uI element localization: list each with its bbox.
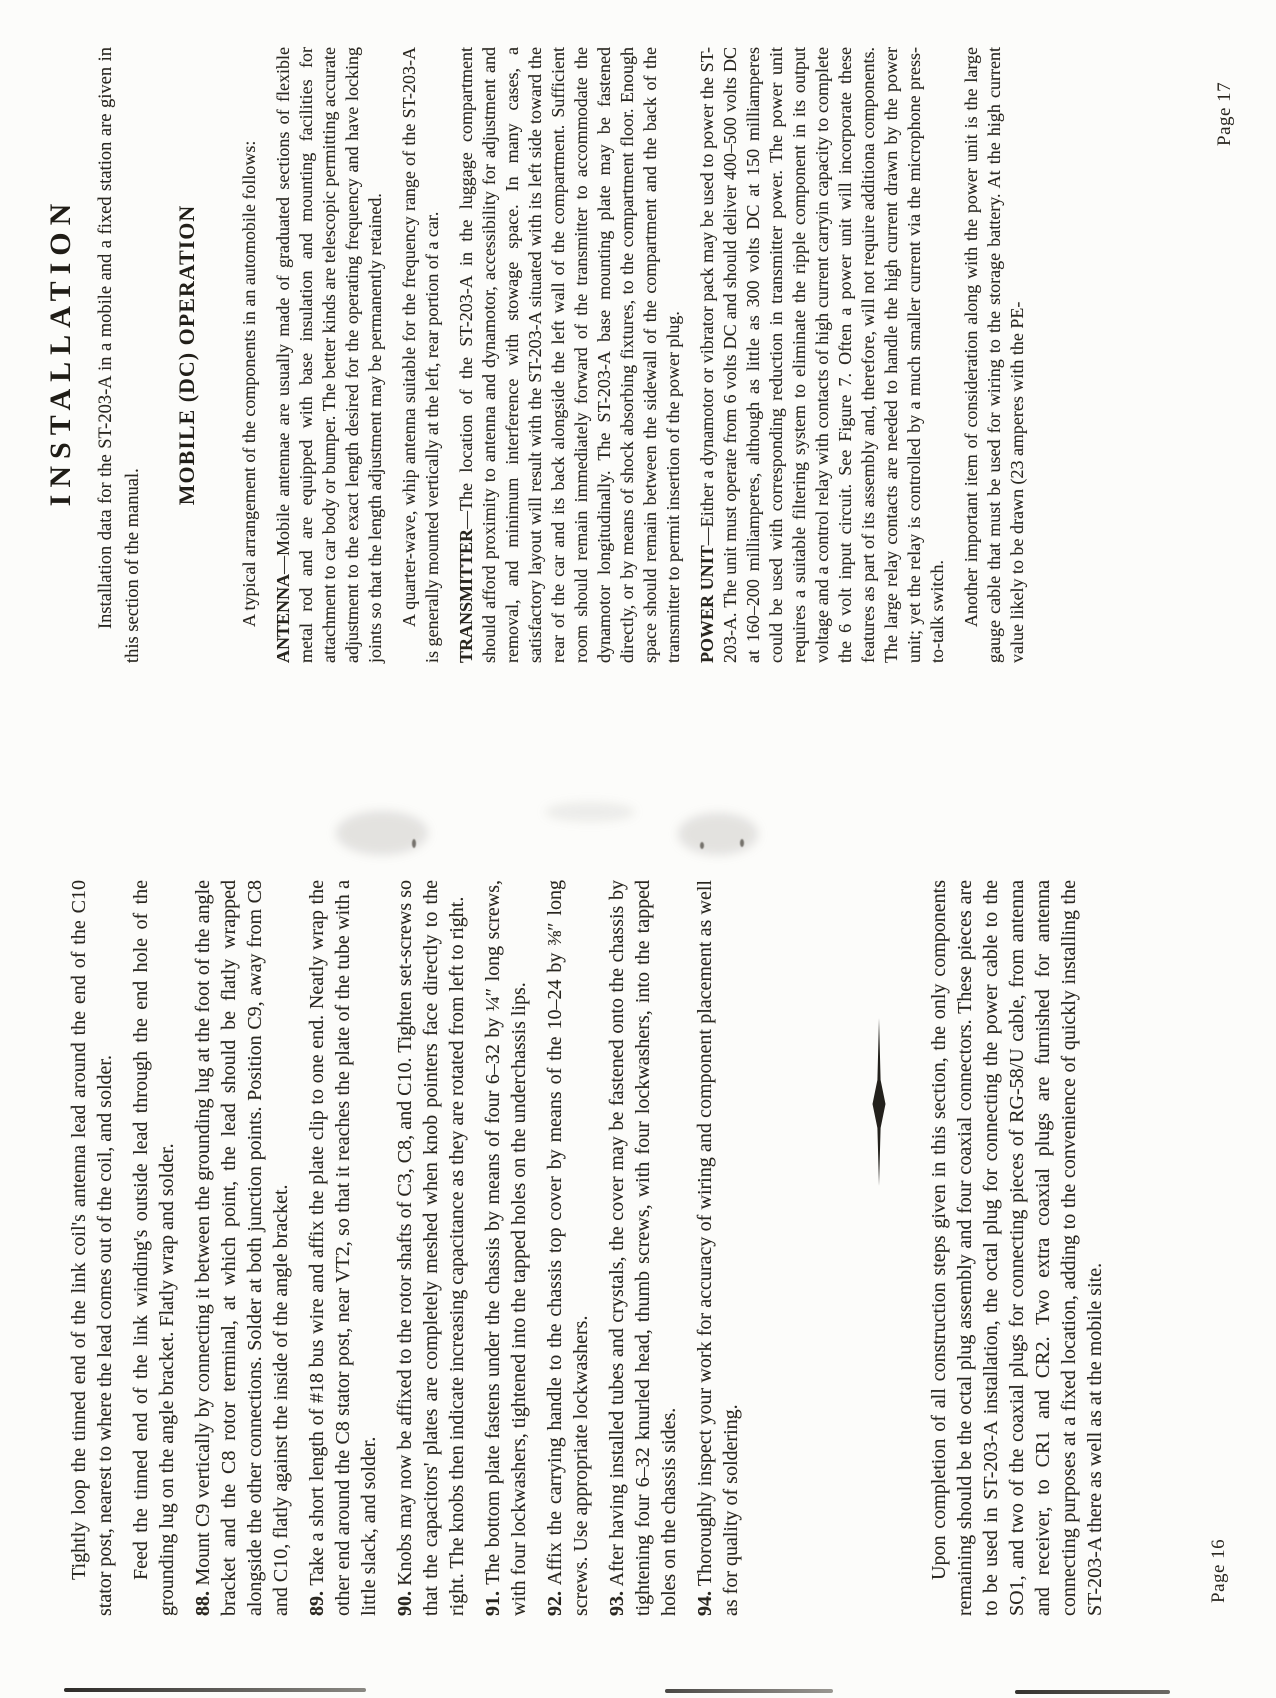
- paragraph-text: A quarter-wave, whip antenna suitable for the frequency range of the ST-203-A is generally mounted vertically at the left, rear portion of a car.: [399, 47, 442, 663]
- page17-power-unit-paragraph: [696, 47, 949, 663]
- step-number: 94.: [694, 1591, 716, 1616]
- scan-speck: [700, 842, 704, 849]
- page17-transmitter-paragraph: [455, 47, 685, 663]
- page16-step-93: [604, 880, 682, 1616]
- page-17-body: [238, 47, 1029, 663]
- paragraph-text: —The location of the ST-203-A in the luggage compartment should afford proximity to antenna and dynamotor, accessibility for adjustment and removal, and minimum interference with stowage space. In many cases, a satisfactory layout will result with the ST-203-A situated with its left side toward the rear of the car and its back alongside the left wall of the compartment. Sufficient room should remain immediately forward of the transmitter to accommodate the dynamotor longitudinally. The ST-203-A base mounting plate may be fastened directly, or by means of shock absorbing fixtures, to the compartment floor. Enough space should remain between the sidewall of the compartment and the back of the transmitter to permit insertion of the power plug.: [456, 47, 683, 663]
- page16-step-92: [542, 880, 594, 1616]
- step-number: 93.: [606, 1591, 628, 1616]
- scan-smudge: [336, 811, 428, 855]
- page16-step-91: [480, 880, 532, 1616]
- page16-paragraph: [66, 880, 118, 1616]
- page17-paragraph: [398, 47, 444, 663]
- step-number: 88.: [192, 1591, 214, 1616]
- step-number: 90.: [394, 1591, 416, 1616]
- page17-antenna-paragraph: [272, 47, 387, 663]
- scan-smudge: [678, 813, 758, 855]
- page17-intro-paragraph: Installation data for the ST-203-A in a mobile and a fixed station are given in this section of the manual.: [96, 47, 143, 663]
- page16-step-89: [304, 880, 382, 1616]
- scan-edge-mark: [665, 1689, 833, 1693]
- page17-paragraph: [238, 47, 261, 663]
- paragraph-text: Another important item of consideration along with the power unit is the large gauge cable that must be used for wiring to the storage battery. At the high current value likely to be drawn (23 amperes with the PE-: [961, 47, 1027, 663]
- page16-closing-paragraph: Upon completion of all construction steps given in this section, the only components remaining should be the octal plug assembly and four coaxial connectors. These pieces are to be used in ST-203-A installation, the octal plug for connecting the power cable to the SO1, and two of the coaxial plugs for connecting pieces of RG-58/U cable, from antenna and receiver, to CR1 and CR2. Two extra coaxial plugs are furnished for antenna connecting purposes at a fixed location, adding to the convenience of quickly installing the ST-203-A there as well as at the mobile site.: [928, 880, 1106, 1616]
- power-unit-lead: POWER UNIT: [697, 545, 717, 663]
- step-number: 89.: [306, 1591, 328, 1616]
- paragraph-text: Tightly loop the tinned end of the link coil's antenna lead around the end of the C10 stator post, nearest to where the lead comes out of the coil, and solder.: [68, 880, 116, 1616]
- scan-speck: [740, 839, 744, 847]
- installation-title: INSTALLATION: [44, 196, 77, 507]
- swelled-rule-divider-icon: [872, 1018, 886, 1186]
- step-number: 92.: [544, 1591, 566, 1616]
- step-text: After having installed tubes and crystals, the cover may be fastened onto the chassis by tightening four 6–32 knurled head, thumb screws, with four lockwashers, into the tapped holes on the chassis sides.: [606, 880, 680, 1616]
- transmitter-lead: TRANSMITTER: [456, 528, 476, 663]
- scan-speck: [412, 839, 416, 848]
- paragraph-text: —Either a dynamotor or vibrator pack may be used to power the ST-203-A. The unit must operate from 6 volts DC and should deliver 400–500 volts DC at 160–200 milliamperes, although as little as 300 volts DC at 150 milliamperes could be used with corresponding reduction in transmitter power. The power unit requires a suitable filtering system to eliminate the ripple component in its output voltage and a control relay with contacts of high current carryin capacity to complete the 6 volt input circuit. See Figure 7. Often a power unit will incorporate these features as part of its assembly and, therefore, will not require additiona components. The large relay contacts are needed to handle the high current drawn by the power unit; yet the relay is controlled by a much smaller current via the microphone press-to-talk switch.: [697, 47, 947, 663]
- mobile-dc-operation-heading: MOBILE (DC) OPERATION: [174, 204, 199, 506]
- page-17-number-label: Page 17: [1214, 81, 1235, 146]
- page16-paragraph: [128, 880, 180, 1616]
- page17-paragraph: [960, 47, 1029, 663]
- scan-edge-mark: [64, 1688, 366, 1692]
- page16-step-88: [190, 880, 294, 1616]
- step-text: Knobs may now be affixed to the rotor shafts of C3, C8, and C10. Tighten set-screws so that the capacitors' plates are completely meshed when knob pointers face directly to the right. The knobs then indicate increasing capacitance as they are rotated from left to right.: [394, 880, 468, 1616]
- antenna-lead: ANTENNA: [273, 573, 293, 663]
- scan-edge-mark: [1015, 1690, 1170, 1694]
- paragraph-text: A typical arrangement of the components in an automobile follows:: [239, 140, 259, 627]
- step-number: 91.: [482, 1591, 504, 1616]
- page-16-closing-column: [926, 880, 1108, 1616]
- step-text: Mount C9 vertically by connecting it between the grounding lug at the foot of the angle bracket and the C8 rotor terminal, at which point, the lead should be flatly wrapped alongside the other connections. Solder at both junction points. Position C9, away from C8 and C10, flatly against the inside of the angle bracket.: [192, 880, 292, 1616]
- step-text: Thoroughly inspect your work for accuracy of wiring and component placement as well as for quality of soldering.: [694, 880, 742, 1616]
- step-text: The bottom plate fastens under the chassis by means of four 6–32 by ¼″ long screws, with four lockwashers, tightened into the tapped holes on the underchassis lips.: [482, 880, 530, 1616]
- page16-step-90: [392, 880, 470, 1616]
- paragraph-text: Feed the tinned end of the link winding's outside lead through the end hole of the grounding lug on the angle bracket. Flatly wrap and solder.: [130, 880, 178, 1616]
- page16-step-94: [692, 880, 744, 1616]
- page-16-column: [66, 880, 744, 1616]
- page-16-number-label: Page 16: [1208, 1538, 1229, 1603]
- paragraph-text: —Mobile antennae are usually made of graduated sections of flexible metal rod and are equipped with base insulation and mounting facilities for attachment to car body or bumper. The better kinds are telescopic permitting accurate adjustment to the exact length desired for the operating frequency and have locking joints so that the length adjustment may be permanently retained.: [273, 47, 385, 663]
- step-text: Take a short length of #18 bus wire and affix the plate clip to one end. Neatly wrap the other end around the C8 stator post, near VT2, so that it reaches the plate of the tube with a little slack, and solder.: [306, 880, 380, 1616]
- page-17-column: [44, 47, 1029, 663]
- step-text: Affix the carrying handle to the chassis top cover by means of the 10–24 by ⅜″ long screws. Use appropriate lockwashers.: [544, 880, 592, 1616]
- scan-smudge: [545, 802, 635, 822]
